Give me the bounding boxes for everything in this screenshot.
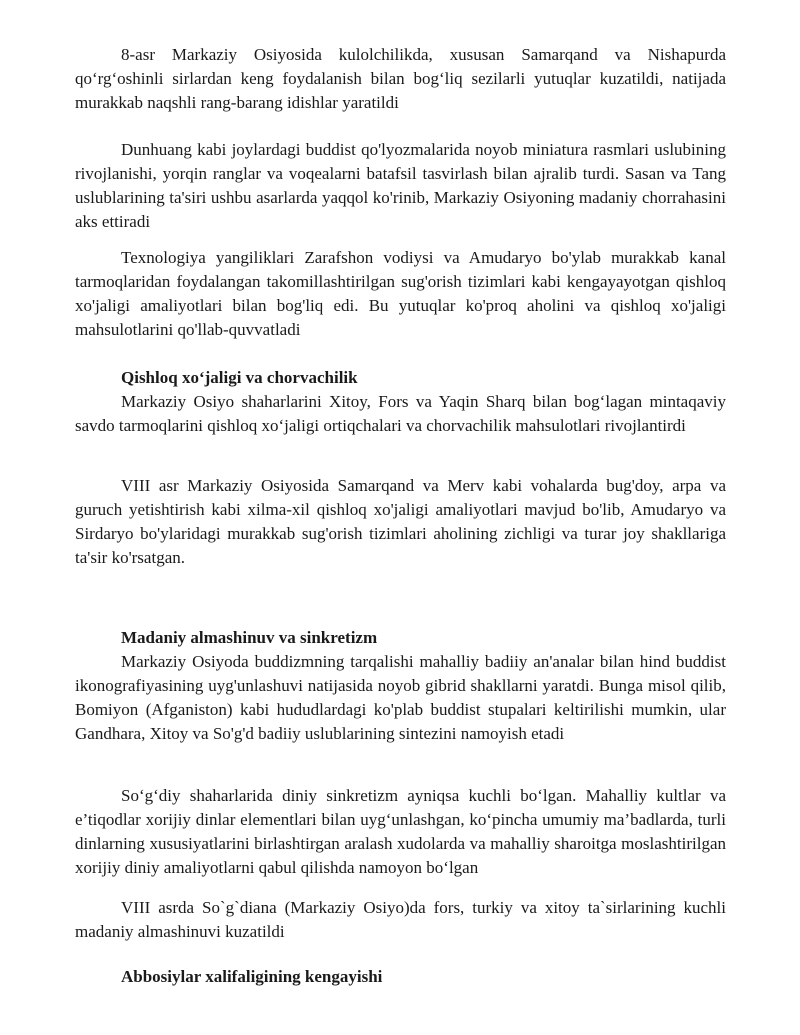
paragraph-text: Dunhuang kabi joylardagi buddist qo'lyozmalarida noyob miniatura rasmlari uslubining rivojlanishi, yorqin ranglar va voqealarni batafsil tasvirlash bilan ajralib turdi. Sasan va Tang uslublarining ta'siri ushbu asarlarda yaqqol ko'rinib, Markaziy Osiyoning madaniy chorrahasini aks ettiradi [75,140,726,231]
paragraph-oasis-farming [75,474,726,570]
paragraph-syncretism [75,784,726,880]
paragraph-text: So‘g‘diy shaharlarida diniy sinkretizm ayniqsa kuchli bo‘lgan. Mahalliy kultlar va e’tiqodlar xorijiy dinlar elementlari bilan uyg‘unlashgan, ko‘pincha umumiy ma’badlarda, turli dinlarning xususiyatlarini birlashtirgan aralash xudolarda va mahalliy sharoitga moslashtirilgan xorijiy diniy amaliyotlarni qabul qilishda namoyon bo‘lgan [75,786,726,877]
section-heading: Madaniy almashinuv va sinkretizm [121,628,378,647]
paragraph-text: VIII asrda So`g`diana (Markaziy Osiyo)da fors, turkiy va xitoy ta`sirlarining kuchli madaniy almashinuvi kuzatildi [75,898,726,941]
paragraph-text: Texnologiya yangiliklari Zarafshon vodiysi va Amudaryo bo'ylab murakkab kanal tarmoqlaridan foydalangan takomillashtirilgan sug'orish tizimlari kabi kengayayotgan qishloq xo'jaligi amaliyotlari bilan bog'liq edi. Bu yutuqlar ko'proq aholini va qishloq xo'jaligi mahsulotlarini qo'llab-quvvatladi [75,248,726,339]
paragraph-text: Markaziy Osiyoda buddizmning tarqalishi mahalliy badiiy an'analar bilan hind buddist ikonografiyasining uyg'unlashuvi natijasida noyob gibrid shakllarni yaratdi. Bunga misol qilib, Bomiyon (Afganiston) kabi hududlardagi ko'plab buddist stupalari keltirilishi mumkin, ular Gandhara, Xitoy va So'g'd badiiy uslublarining sintezini namoyish etadi [75,652,726,743]
paragraph-pottery [75,43,726,115]
paragraph-text: 8-asr Markaziy Osiyosida kulolchilikda, xususan Samarqand va Nishapurda qo‘rg‘oshinli sirlardan keng foydalanish bilan bog‘liq sezilarli yutuqlar kuzatildi, natijada murakkab naqshli rang-barang idishlar yaratildi [75,45,726,112]
section-cultural-exchange [75,626,726,746]
paragraph-sogdiana [75,896,726,944]
section-heading: Qishloq xo‘jaligi va chorvachilik [121,368,358,387]
paragraph-technology [75,246,726,342]
paragraph-miniature [75,138,726,234]
section-abbasid [75,965,726,989]
paragraph-text: Markaziy Osiyo shaharlarini Xitoy, Fors va Yaqin Sharq bilan bog‘lagan mintaqaviy savdo tarmoqlarini qishloq xo‘jaligi ortiqchalari va chorvachilik mahsulotlari rivojlantirdi [75,392,726,435]
paragraph-text: VIII asr Markaziy Osiyosida Samarqand va Merv kabi vohalarda bug'doy, arpa va guruch yetishtirish kabi xilma-xil qishloq xo'jaligi amaliyotlari mavjud bo'lib, Amudaryo va Sirdaryo bo'ylaridagi murakkab sug'orish tizimlari aholining zichligi va turar joy shakllariga ta'sir ko'rsatgan. [75,476,726,567]
section-agriculture [75,366,726,438]
section-heading: Abbosiylar xalifaligining kengayishi [121,967,383,986]
